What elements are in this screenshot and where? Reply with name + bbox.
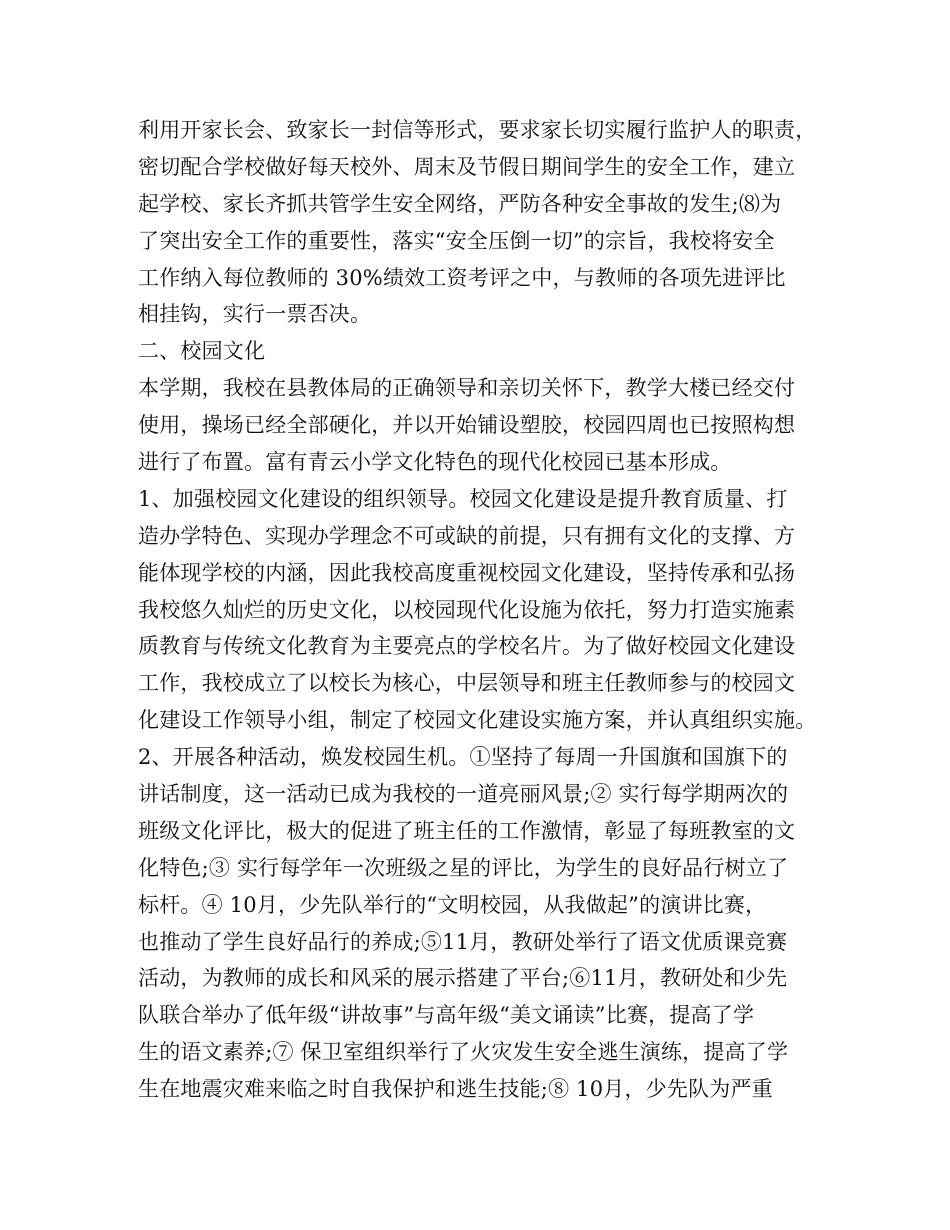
- text-line: 起学校、家长齐抓共管学生安全网络，严防各种安全事故的发生;⑻为: [138, 191, 782, 216]
- text-line: 也推动了学生良好品行的养成;⑤11月，教研处举行了语文优质课竞赛: [138, 929, 788, 954]
- text-line: 班级文化评比，极大的促进了班主任的工作激情，彰显了每班教室的文: [138, 818, 796, 843]
- text-line: 活动，为教师的成长和风采的展示搭建了平台;⑥11月，教研处和少先: [138, 966, 788, 991]
- text-line: 工作，我校成立了以校长为核心，中层领导和班主任教师参与的校园文: [138, 671, 796, 696]
- text-line: 进行了布置。富有青云小学文化特色的现代化校园已基本形成。: [138, 450, 732, 475]
- text-line: 化建设工作领导小组，制定了校园文化建设实施方案，并认真组织实施。: [138, 708, 817, 733]
- text-line: 质教育与传统文化教育为主要亮点的学校名片。为了做好校园文化建设: [138, 634, 796, 659]
- text-line: 造办学特色、实现办学理念不可或缺的前提，只有拥有文化的支撑、方: [138, 523, 796, 548]
- text-line: 化特色;③ 实行每学年一次班级之星的评比，为学生的良好品行树立了: [138, 855, 789, 880]
- text-line: 队联合举办了低年级“讲故事”与高年级“美文诵读”比赛，提高了学: [138, 1003, 755, 1028]
- text-line: 标杆。④ 10月，少先队举行的“文明校园，从我做起”的演讲比赛，: [138, 892, 767, 917]
- text-line: 2、开展各种活动，焕发校园生机。①坚持了每周一升国旗和国旗下的: [138, 745, 788, 770]
- text-line: 本学期，我校在县教体局的正确领导和亲切关怀下，教学大楼已经交付: [138, 376, 796, 401]
- text-line: 能体现学校的内涵，因此我校高度重视校园文化建设，坚持传承和弘扬: [138, 560, 796, 585]
- text-line: 工作纳入每位教师的 30%绩效工资考评之中，与教师的各项先进评比: [138, 265, 786, 290]
- text-line: 我校悠久灿烂的历史文化，以校园现代化设施为依托，努力打造实施素: [138, 597, 796, 622]
- section-heading: 二、校园文化: [138, 339, 266, 364]
- text-line: 利用开家长会、致家长一封信等形式，要求家长切实履行监护人的职责，: [138, 118, 817, 142]
- text-line: 密切配合学校做好每天校外、周末及节假日期间学生的安全工作，建立: [138, 154, 796, 179]
- text-line: 使用，操场已经全部硬化，并以开始铺设塑胶，校园四周也已按照构想: [138, 413, 796, 438]
- text-line: 1、加强校园文化建设的组织领导。校园文化建设是提升教育质量、打: [138, 486, 788, 511]
- text-line: 生在地震灾难来临之时自我保护和逃生技能;⑧ 10月，少先队为严重: [138, 1077, 773, 1102]
- text-line: 讲话制度，这一活动已成为我校的一道亮丽风景;② 实行每学期两次的: [138, 782, 789, 807]
- text-line: 生的语文素养;⑦ 保卫室组织举行了火灾发生安全逃生演练，提高了学: [138, 1040, 789, 1065]
- body-text: [138, 112, 838, 1108]
- text-line: 了突出安全工作的重要性，落实“安全压倒一切”的宗旨，我校将安全: [138, 228, 775, 253]
- text-line: 相挂钩，实行一票否决。: [138, 302, 372, 327]
